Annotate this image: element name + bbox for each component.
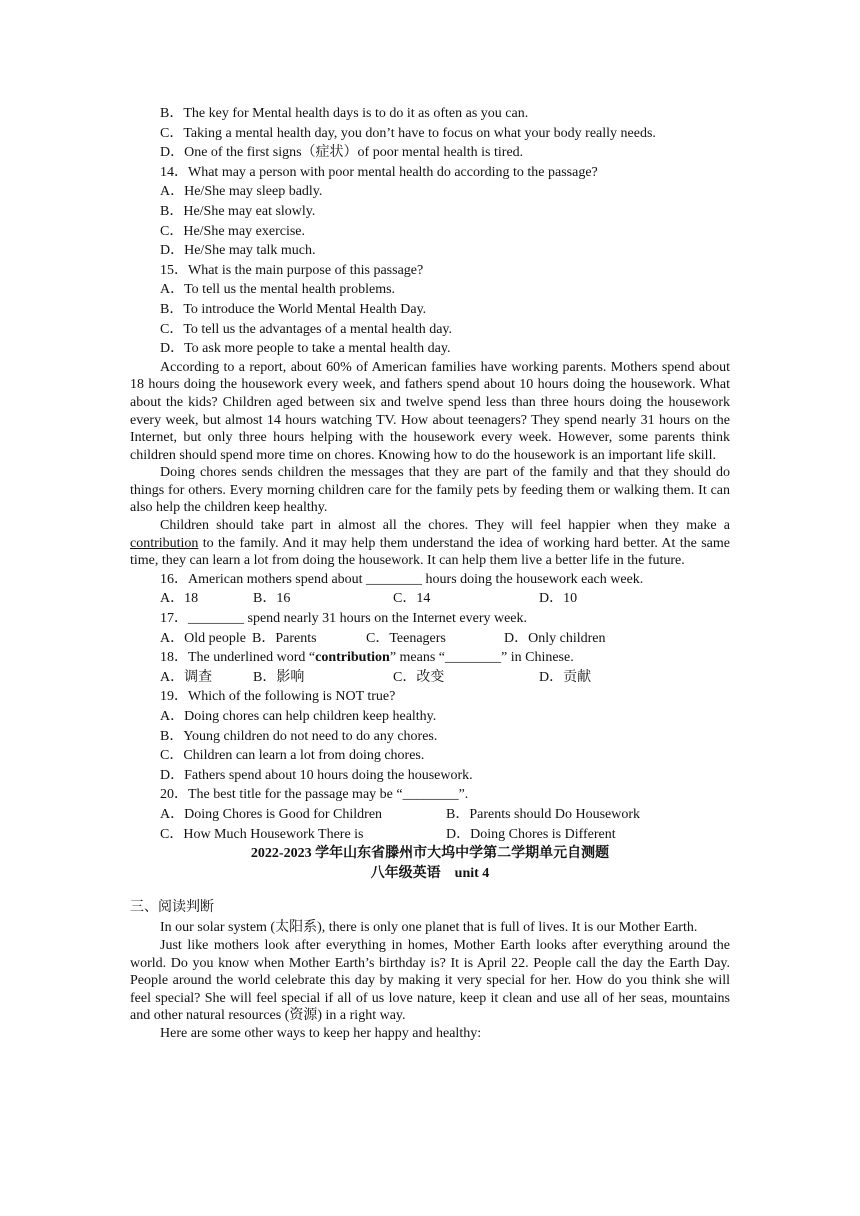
q20-option-b: B．Parents should Do Housework [446, 806, 641, 822]
q20-stem: 20．The best title for the passage may be “________”. [160, 787, 469, 803]
passage2-paragraph-1: According to a report, about 60% of American families have working parents. Mothers spend about 18 hours doing the housework every week, and fathers spend about 10 hours doing the housework. What about the kids? Children aged between six and twelve spend less than three hours doing the housework every week, but almost 14 hours watching TV. How about teenagers? They spend nearly 31 hours on the Internet, but only three hours helping with the housework every week. However, some parents think children should spend more time on chores. Knowing how to do the housework is an important life skill. [130, 359, 730, 463]
q20-option-d: D．Doing Chores is Different [446, 826, 616, 842]
passage3-paragraph-1: In our solar system (太阳系), there is only one planet that is full of lives. It is our Mother Earth. [160, 920, 698, 936]
q16-option-d: D．10 [539, 591, 578, 607]
q14-option-a: A．He/She may sleep badly. [160, 184, 323, 200]
passage2-p3-part-b: to the family. And it may help them understand the idea of working hard better. At the same time, they can learn a lot from doing the housework. It can help them live a better life in the future. [130, 535, 730, 569]
q17-option-d: D．Only children [504, 630, 606, 646]
q19-option-b: B．Young children do not need to do any chores. [160, 728, 438, 744]
q16-option-a: A．18 [160, 591, 199, 607]
q18-stem-a: 18．The underlined word “ [160, 650, 316, 666]
q19-stem: 19．Which of the following is NOT true? [160, 689, 396, 705]
q20-option-a: A．Doing Chores is Good for Children [160, 806, 383, 822]
q18-option-b: B．影响 [253, 669, 305, 685]
q19-option-a: A．Doing chores can help children keep healthy. [160, 709, 437, 724]
document-body [130, 104, 730, 1043]
q13-option-b: B．The key for Mental health days is to do it as often as you can. [160, 106, 529, 121]
section-heading: 三、阅读判断 [130, 900, 214, 916]
q17-option-c: C．Teenagers [366, 630, 446, 646]
q18-stem [130, 648, 730, 668]
q15-option-c: C．To tell us the advantages of a mental health day. [160, 321, 453, 337]
passage2-paragraph-2: Doing chores sends children the messages that they are part of the family and that they should do things for others. Every morning children care for the family pets by feeding them or walking them. It can also help the children keep healthy. [130, 465, 730, 516]
q18-option-a: A．调查 [160, 669, 213, 685]
q19-option-c: C．Children can learn a lot from doing chores. [160, 748, 425, 764]
q20-options-row-2 [130, 825, 730, 845]
q14-option-c: C．He/She may exercise. [160, 223, 306, 239]
q13-option-c: C．Taking a mental health day, you don’t have to focus on what your body really needs. [160, 125, 656, 141]
q20-options-row-1 [130, 805, 730, 825]
q15-option-d: D．To ask more people to take a mental health day. [160, 341, 451, 357]
q15-option-b: B．To introduce the World Mental Health Day. [160, 301, 427, 317]
q19-option-d: D．Fathers spend about 10 hours doing the housework. [160, 767, 473, 783]
q18-option-d: D．贡献 [539, 669, 592, 685]
q13-option-d: D．One of the first signs（症状）of poor mental health is tired. [160, 145, 524, 161]
q15-stem: 15．What is the main purpose of this passage? [160, 262, 424, 278]
passage3-paragraph-3: Here are some other ways to keep her happy and healthy: [160, 1025, 482, 1041]
q14-option-b: B．He/She may eat slowly. [160, 203, 316, 219]
q18-option-c: C．改变 [393, 669, 445, 685]
q16-option-b: B．16 [253, 591, 291, 607]
underlined-word: contribution [130, 535, 199, 551]
q14-stem: 14．What may a person with poor mental health do according to the passage? [160, 164, 598, 180]
exam-title: 2022-2023 学年山东省滕州市大坞中学第二学期单元自测题 [250, 846, 610, 862]
q17-option-a: A．Old people [160, 630, 246, 646]
q15-option-a: A．To tell us the mental health problems. [160, 282, 396, 298]
passage2-paragraph-3 [130, 517, 730, 570]
passage3-paragraph-2: Just like mothers look after everything in homes, Mother Earth looks after everything around the world. Do you know when Mother Earth’s birthday is? It is April 22. People call the day the Earth Day. People around the world celebrate this day by making it very special for her. How do you think she will feel special? She will feel special if all of us love nature, keep it clean and use all of her seas, mountains and other natural resources (资源) in a right way. [130, 937, 730, 1024]
q18-stem-word: contribution [315, 650, 390, 666]
passage2-p3-part-a: Children should take part in almost all the chores. They will feel happier when they make a [160, 518, 730, 534]
q20-option-c: C．How Much Housework There is [160, 826, 364, 842]
q14-option-d: D．He/She may talk much. [160, 243, 316, 259]
exam-subtitle: 八年级英语 unit 4 [370, 865, 490, 881]
q16-option-c: C．14 [393, 591, 431, 607]
q17-options [130, 629, 730, 649]
q16-stem: 16．American mothers spend about ________ hours doing the housework each week. [160, 571, 644, 587]
q16-options [130, 589, 730, 609]
q18-stem-c: ” means “________” in Chinese. [389, 650, 574, 666]
q17-stem: 17．________ spend nearly 31 hours on the Internet every week. [160, 611, 528, 627]
q18-options [130, 668, 730, 688]
q17-option-b: B．Parents [252, 630, 317, 646]
